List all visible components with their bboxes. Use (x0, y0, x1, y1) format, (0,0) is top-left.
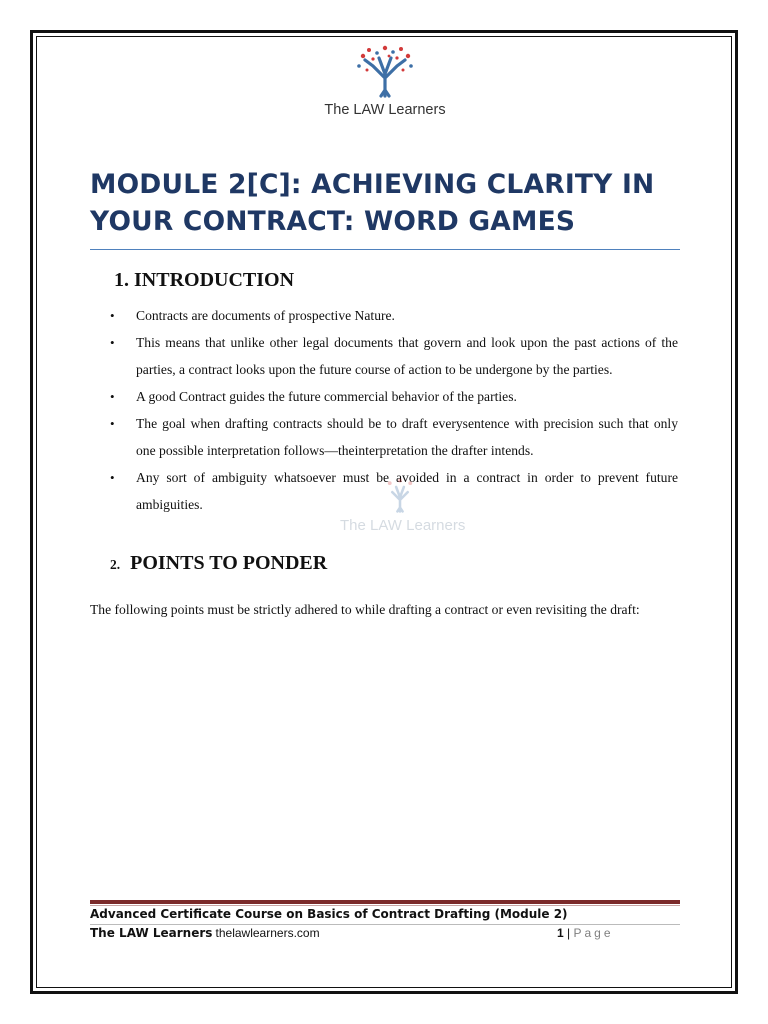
list-item: • This means that unlike other legal documents that govern and look upon the past actions of the parties, a contract looks upon the future course of action to be undergone by the parties. (110, 329, 678, 383)
tree-logo-icon (355, 44, 415, 100)
section-heading-introduction: 1. INTRODUCTION (114, 269, 295, 291)
footer-rule-thin (90, 905, 680, 906)
section-number: 2. (110, 557, 121, 572)
footer-website: thelawlearners.com (215, 926, 320, 940)
footer-brand (90, 926, 320, 941)
list-item: • A good Contract guides the future commercial behavior of the parties. (110, 383, 678, 410)
title-underline (90, 249, 680, 250)
section-heading-points-to-ponder (110, 552, 327, 575)
list-item: • Any sort of ambiguity whatsoever must be avoided in a contract in order to prevent future ambiguities. (110, 464, 678, 518)
footer-course-title: Advanced Certificate Course on Basics of Contract Drafting (Module 2) (90, 907, 568, 921)
tree-watermark-icon (380, 478, 420, 514)
list-item: • The goal when drafting contracts should be to draft everysentence with precision such that only one possible interpretation follows—theinterpretation the drafter intends. (110, 410, 678, 464)
list-item: • Contracts are documents of prospective Nature. (110, 302, 678, 329)
section-heading-text: POINTS TO PONDER (130, 552, 328, 574)
page-label: Page (573, 926, 614, 940)
body-paragraph: The following points must be strictly adhered to while drafting a contract or even revisiting the draft: (90, 602, 640, 617)
page-separator: | (567, 926, 571, 940)
watermark (340, 478, 466, 534)
footer-brand-name: The LAW Learners (90, 926, 213, 940)
watermark-text: The LAW Learners (340, 517, 466, 534)
logo (318, 44, 452, 128)
logo-brand-text: The LAW Learners (324, 102, 446, 118)
footer-divider (90, 924, 680, 925)
page-title: MODULE 2[C]: ACHIEVING CLARITY IN YOUR CONTRACT: WORD GAMES (90, 169, 655, 237)
page-number-value: 1 (557, 926, 564, 940)
footer-rule (90, 900, 680, 904)
page-number (557, 926, 614, 940)
